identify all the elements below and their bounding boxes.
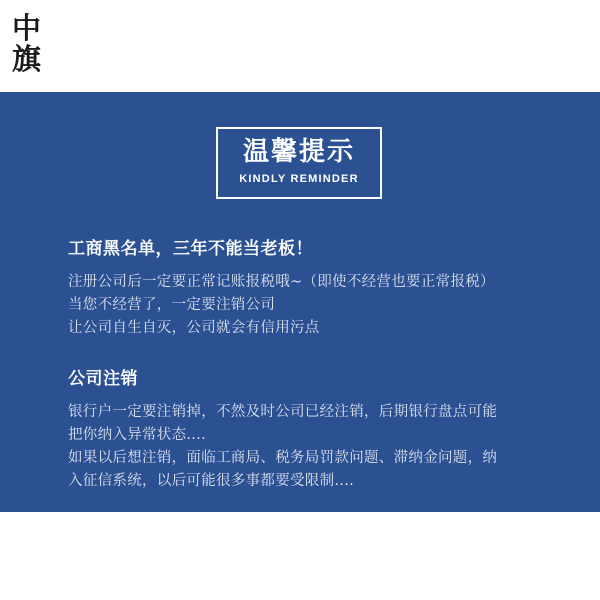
logo-char-bottom: 旗 xyxy=(12,42,42,76)
section-line: 把你纳入异常状态.... xyxy=(68,427,207,443)
footer-band xyxy=(0,512,600,600)
brand-logo xyxy=(12,11,68,76)
badge-title-cn: 温馨提示 xyxy=(242,137,355,167)
section-line: 如果以后想注销，面临工商局、税务局罚款问题、滞纳金问题，纳 xyxy=(68,450,498,466)
section-line: 入征信系统，以后可能很多事都要受限制.... xyxy=(68,473,355,489)
section-blacklist xyxy=(68,234,538,340)
content-body xyxy=(68,234,538,493)
section-deregistration xyxy=(68,364,538,493)
badge-title-en: KINDLY REMINDER xyxy=(239,172,359,185)
section-line: 银行户一定要注销掉，不然及时公司已经注销，后期银行盘点可能 xyxy=(68,404,498,420)
section-line: 当您不经营了，一定要注销公司 xyxy=(68,297,276,313)
section-divider xyxy=(68,340,538,364)
kindly-reminder-badge xyxy=(216,127,382,199)
section-line: 让公司自生自灭，公司就会有信用污点 xyxy=(68,320,320,336)
logo-char-top: 中 xyxy=(12,11,42,45)
main-blue-panel xyxy=(0,92,600,512)
section-line: 注册公司后一定要正常记账报税哦~（即使不经营也要正常报税） xyxy=(68,274,495,290)
section-heading: 公司注销 xyxy=(68,369,138,389)
section-heading: 工商黑名单，三年不能当老板！ xyxy=(68,239,313,259)
header-band xyxy=(0,0,600,92)
